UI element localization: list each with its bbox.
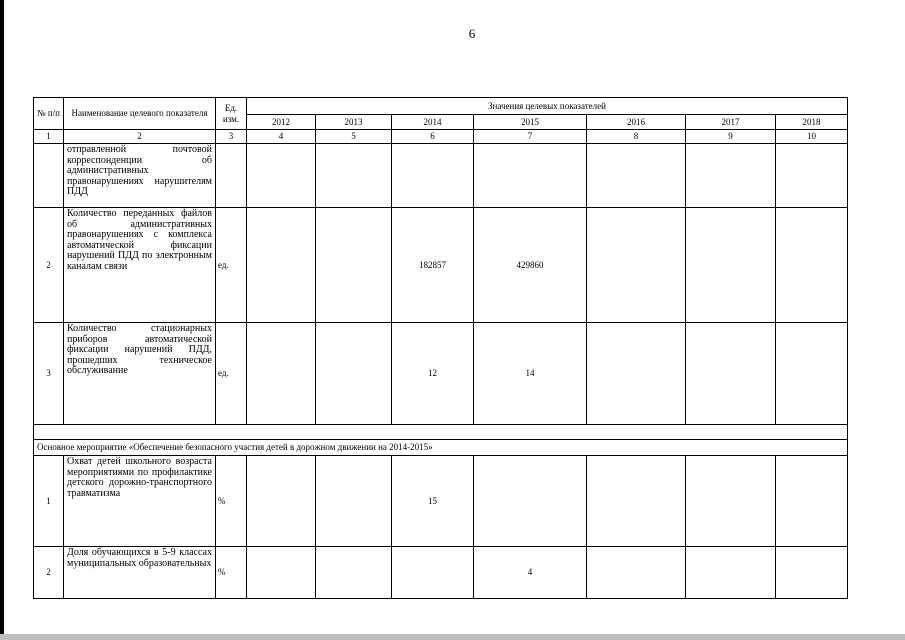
column-number: 6 — [392, 130, 474, 144]
indicator-name: Доля обучающихся в 5-9 классах муниципальных образовательных — [64, 547, 216, 599]
value-cell — [392, 144, 474, 208]
value-cell — [316, 208, 392, 323]
column-number: 1 — [34, 130, 64, 144]
value-cell — [316, 144, 392, 208]
year-cell: 2016 — [587, 115, 686, 130]
value-cell — [247, 456, 316, 547]
scan-left-edge — [0, 0, 4, 640]
column-number: 7 — [474, 130, 587, 144]
indicator-name: Количество переданных файлов об административных правонарушениях с комплекса автоматической фиксации нарушений ПДД по электронным каналам связи — [64, 208, 216, 323]
indicator-unit: ед. — [216, 323, 247, 425]
value-cell — [392, 547, 474, 599]
value-cell — [686, 208, 776, 323]
value-cell — [776, 547, 848, 599]
indicator-unit — [216, 144, 247, 208]
column-numbers-row — [34, 130, 848, 144]
scan-bottom-edge — [0, 634, 905, 640]
value-cell — [316, 323, 392, 425]
year-cell: 2018 — [776, 115, 848, 130]
value-cell: 15 — [392, 456, 474, 547]
header-name: Наименование целевого показателя — [64, 98, 216, 130]
value-cell — [247, 208, 316, 323]
value-cell — [686, 456, 776, 547]
page-number: 6 — [468, 26, 476, 41]
value-cell — [247, 144, 316, 208]
value-cell: 4 — [474, 547, 587, 599]
column-number: 2 — [64, 130, 216, 144]
indicator-name: Охват детей школьного возраста мероприятиями по профилактике детского дорожно-транспортного травматизма — [64, 456, 216, 547]
blank-cell — [34, 425, 848, 440]
year-cell: 2014 — [392, 115, 474, 130]
indicator-name: отправленной почтовой корреспонденции об административных правонарушениях нарушителям ПДД — [64, 144, 216, 208]
indicator-unit: % — [216, 456, 247, 547]
blank-row — [34, 425, 848, 440]
value-cell: 429860 — [474, 208, 587, 323]
year-cell: 2015 — [474, 115, 587, 130]
value-cell — [587, 456, 686, 547]
value-cell — [316, 547, 392, 599]
year-cell: 2012 — [247, 115, 316, 130]
row-num: 2 — [34, 547, 64, 599]
header-values: Значения целевых показателей — [247, 98, 848, 115]
indicator-unit: ед. — [216, 208, 247, 323]
value-cell — [587, 323, 686, 425]
table-row — [34, 323, 848, 425]
value-cell — [587, 547, 686, 599]
value-cell — [587, 144, 686, 208]
row-num: 1 — [34, 456, 64, 547]
value-cell: 12 — [392, 323, 474, 425]
section-title: Основное мероприятие «Обеспечение безопасного участия детей в дорожном движении на 2014-2015» — [34, 440, 848, 456]
header-row — [34, 98, 848, 115]
value-cell — [247, 323, 316, 425]
year-cell: 2013 — [316, 115, 392, 130]
value-cell: 182857 — [392, 208, 474, 323]
header-unit: Ед. изм. — [216, 98, 247, 130]
value-cell — [686, 323, 776, 425]
value-cell — [776, 144, 848, 208]
value-cell — [474, 456, 587, 547]
column-number: 10 — [776, 130, 848, 144]
target-indicators-table — [33, 97, 848, 599]
value-cell — [247, 547, 316, 599]
row-num: 2 — [34, 208, 64, 323]
value-cell — [776, 208, 848, 323]
indicator-name: Количество стационарных приборов автоматической фиксации нарушений ПДД, прошедших техническое обслуживание — [64, 323, 216, 425]
value-cell — [776, 456, 848, 547]
year-cell: 2017 — [686, 115, 776, 130]
column-number: 4 — [247, 130, 316, 144]
row-num — [34, 144, 64, 208]
indicator-unit: % — [216, 547, 247, 599]
value-cell — [316, 456, 392, 547]
row-num: 3 — [34, 323, 64, 425]
column-number: 9 — [686, 130, 776, 144]
column-number: 5 — [316, 130, 392, 144]
table-row — [34, 208, 848, 323]
value-cell — [686, 144, 776, 208]
header-num: № п/п — [34, 98, 64, 130]
table-row — [34, 456, 848, 547]
value-cell — [686, 547, 776, 599]
table-row — [34, 144, 848, 208]
section-row — [34, 440, 848, 456]
value-cell: 14 — [474, 323, 587, 425]
table-row — [34, 547, 848, 599]
value-cell — [776, 323, 848, 425]
value-cell — [587, 208, 686, 323]
column-number: 3 — [216, 130, 247, 144]
column-number: 8 — [587, 130, 686, 144]
value-cell — [474, 144, 587, 208]
